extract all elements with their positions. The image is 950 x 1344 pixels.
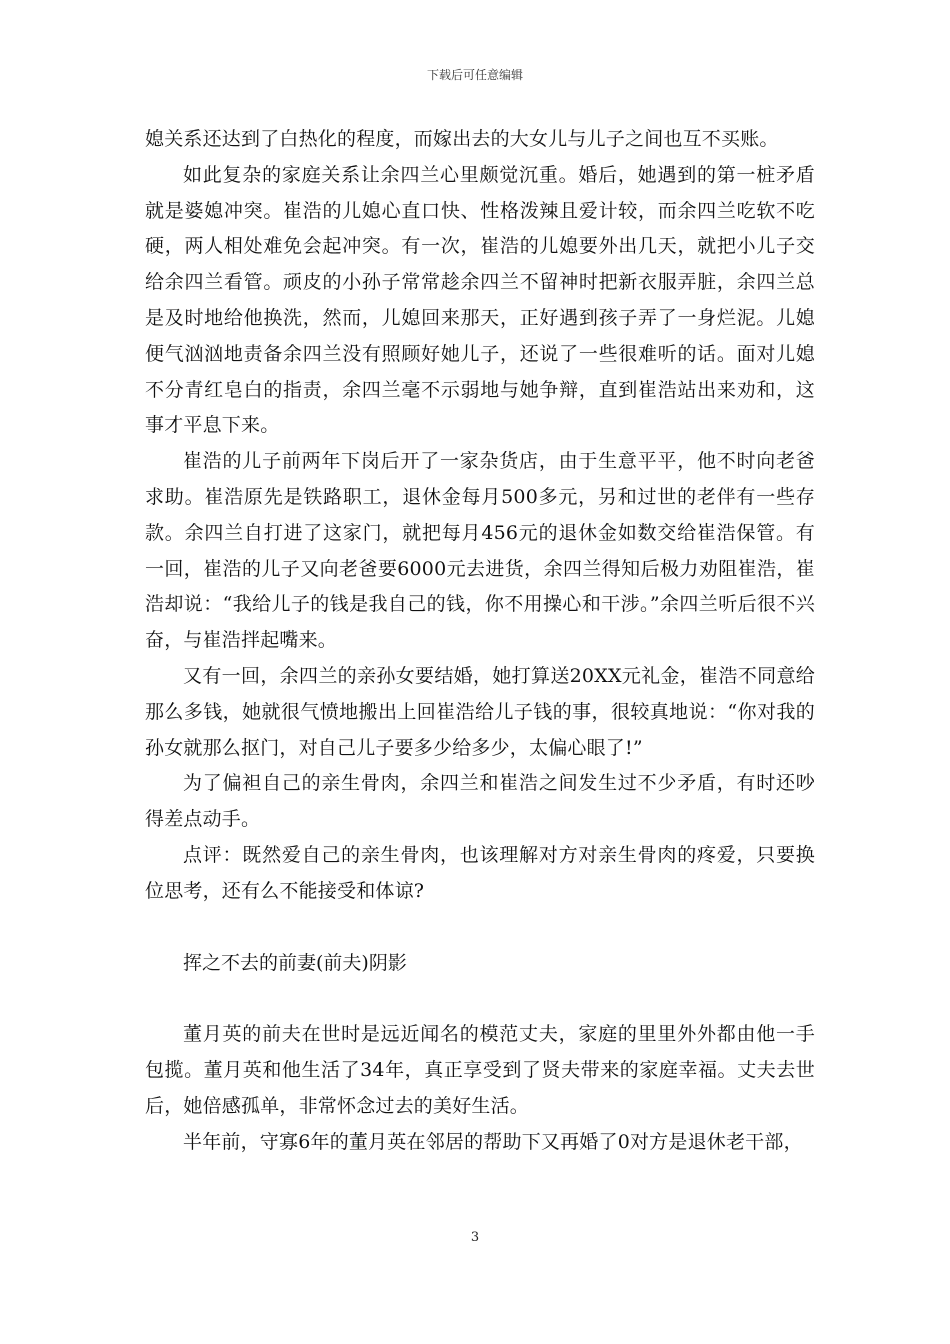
paragraph: 崔浩的儿子前两年下岗后开了一家杂货店，由于生意平平，他不时向老爸求助。崔浩原先是铁路职工，退休金每月500多元，另和过世的老伴有一些存款。余四兰自打进了这家门，就把每月456元的退休金如数交给崔浩保管。有一回，崔浩的儿子又向老爸要6000元去进货，余四兰得知后极力劝阻崔浩，崔浩却说：“我给儿子的钱是我自己的钱，你不用操心和干涉。”余四兰听后很不兴奋，与崔浩拌起嘴来。 [145,450,815,652]
page-header-note: 下载后可任意编辑 [426,68,523,82]
paragraph: 又有一回，余四兰的亲孙女要结婚，她打算送20XX元礼金，崔浩不同意给那么多钱，她就很气愤地搬出上回崔浩给儿子钱的事，很较真地说：“你对我的孙女就那么抠门，对自己儿子要多少给多少，太偏心眼了!” [145,664,815,759]
document-body [145,122,815,1161]
commentary-paragraph: 点评：既然爱自己的亲生骨肉，也该理解对方对亲生骨肉的疼爱，只要换位思考，还有么不能接受和体谅? [145,843,815,902]
page-number: 3 [470,1230,480,1245]
paragraph: 董月英的前夫在世时是远近闻名的模范丈夫，家庭的里里外外都由他一手包揽。董月英和他生活了34年，真正享受到了贤夫带来的家庭幸福。丈夫去世后，她倍感孤单，非常怀念过去的美好生活。 [145,1023,815,1117]
section-heading: 挥之不去的前妻(前夫)阴影 [183,951,407,974]
paragraph: 如此复杂的家庭关系让余四兰心里颇觉沉重。婚后，她遇到的第一桩矛盾就是婆媳冲突。崔浩的儿媳心直口快、性格泼辣且爱计较，而余四兰吃软不吃硬，两人相处难免会起冲突。有一次，崔浩的儿媳要外出几天，就把小儿子交给余四兰看管。顽皮的小孙子常常趁余四兰不留神时把新衣服弄脏，余四兰总是及时地给他换洗，然而，儿媳回来那天，正好遇到孩子弄了一身烂泥。儿媳便气汹汹地责备余四兰没有照顾好她儿子，还说了一些很难听的话。面对儿媳不分青红皂白的指责，余四兰毫不示弱地与她争辩，直到崔浩站出来劝和，这事才平息下来。 [145,163,815,437]
paragraph: 为了偏袒自己的亲生骨肉，余四兰和崔浩之间发生过不少矛盾，有时还吵得差点动手。 [145,772,815,831]
paragraph: 媳关系还达到了白热化的程度，而嫁出去的大女儿与儿子之间也互不买账。 [145,128,779,150]
paragraph: 半年前，守寡6年的董月英在邻居的帮助下又再婚了0对方是退休老干部， [183,1130,803,1153]
